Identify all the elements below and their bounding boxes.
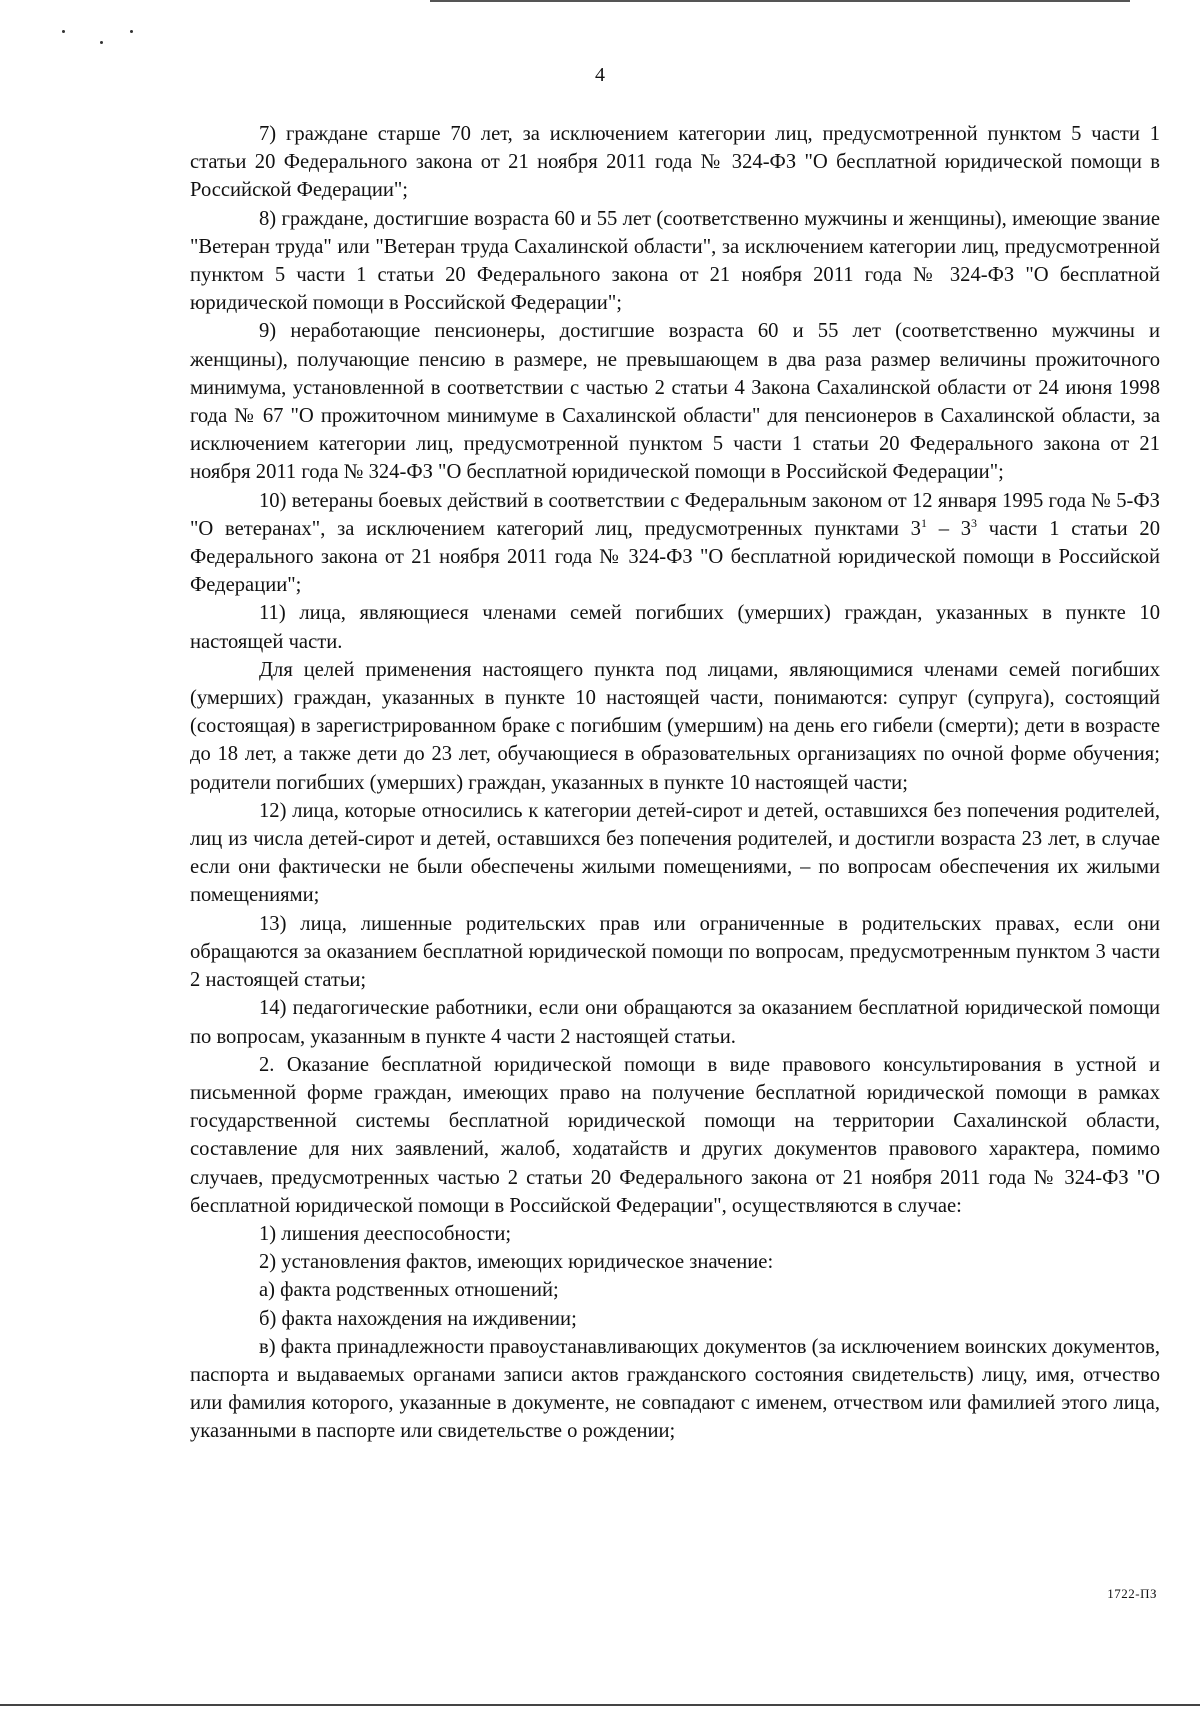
page-number: 4 [595,64,605,86]
superscript: 3 [971,515,978,530]
list-item: 9) неработающие пенсионеры, достигшие возраста 60 и 55 лет (соответственно мужчины и женщины), получающие пенсию в размере, не превышающем в два раза размер величины прожиточного минимума, установленной в соответствии с частью 2 статьи 4 Закона Сахалинской области от 24 июня 1998 года № 67 "О прожиточном минимуме в Сахалинской области" для пенсионеров в Сахалинской области, за исключением категории лиц, предусмотренной пунктом 5 части 1 статьи 20 Федерального закона от 21 ноября 2011 года № 324-ФЗ "О бесплатной юридической помощи в Российской Федерации"; [190,320,1160,484]
scan-speck [100,41,103,44]
list-item: 14) педагогические работники, если они обращаются за оказанием бесплатной юридической помощи по вопросам, указанным в пункте 4 части 2 настоящей статьи. [190,997,1160,1048]
document-code: 1722-ПЗ [1107,1586,1157,1601]
list-item: а) факта родственных отношений; [259,1279,559,1302]
list-item [190,487,1160,600]
list-item: 2) установления фактов, имеющих юридическое значение: [259,1251,774,1274]
list-item: 7) граждане старше 70 лет, за исключением категории лиц, предусмотренной пунктом 5 части 1 статьи 20 Федерального закона от 21 ноября 2011 года № 324-ФЗ "О бесплатной юридической помощи в Российской Федерации"; [190,123,1160,202]
list-item-text: 10) ветераны боевых действий в соответствии с Федеральным законом от 12 января 1995 года № 5-ФЗ "О ветеранах", за исключением категорий лиц, предусмотренных пунктами 3 [190,489,1160,540]
list-item: 13) лица, лишенные родительских прав или ограниченные в родительских правах, если они обращаются за оказанием бесплатной юридической помощи по вопросам, предусмотренным пунктом 3 части 2 настоящей статьи; [190,912,1160,992]
scan-border-top [430,0,1130,2]
superscript: 1 [920,515,927,530]
list-item: в) факта принадлежности правоустанавливающих документов (за исключением воинских документов, паспорта и выдаваемых органами записи актов гражданского состояния свидетельств) лицу, имя, отчество или фамилия которого, указанные в документе, не совпадают с именем, отчеством или фамилией этого лица, указанными в паспорте или свидетельстве о рождении; [190,1335,1160,1443]
paragraph: 2. Оказание бесплатной юридической помощи в виде правового консультирования в устной и письменной форме граждан, имеющих право на получение бесплатной юридической помощи в рамках государственной системы бесплатной юридической помощи на территории Сахалинской области, составление для них заявлений, жалоб, ходатайств и других документов правового характера, помимо случаев, предусмотренных частью 2 статьи 20 Федерального закона от 21 ноября 2011 года № 324-ФЗ "О бесплатной юридической помощи в Российской Федерации", осуществляются в случае: [190,1053,1160,1217]
list-item: б) факта нахождения на иждивении; [259,1307,577,1330]
list-item-text: части 1 статьи 20 Федерального закона от 21 ноября 2011 года № 324-ФЗ "О бесплатной юридической помощи в Российской Федерации"; [190,517,1160,597]
list-item-text: – 3 [926,517,972,540]
list-item: 8) граждане, достигшие возраста 60 и 55 лет (соответственно мужчины и женщины), имеющие звание "Ветеран труда" или "Ветеран труда Сахалинской области", за исключением категории лиц, предусмотренной пунктом 5 части 1 статьи 20 Федерального закона от 21 ноября 2011 года № 324-ФЗ "О бесплатной юридической помощи в Российской Федерации"; [190,207,1160,315]
document-body [190,120,1160,1446]
scan-speck [130,30,133,33]
scan-border-bottom [0,1704,1200,1706]
paragraph: Для целей применения настоящего пункта под лицами, являющимися членами семей погибших (умерших) граждан, указанных в пункте 10 настоящей части, понимаются: супруг (супруга), состоящий (состоящая) в зарегистрированном браке с погибшим (умершим) на день его гибели (смерти); дети в возрасте до 18 лет, а также дети до 23 лет, обучающиеся в образовательных организациях по очной форме обучения; родители погибших (умерших) граждан, указанных в пункте 10 настоящей части; [190,658,1160,794]
list-item: 11) лица, являющиеся членами семей погибших (умерших) граждан, указанных в пункте 10 настоящей части. [190,602,1160,653]
list-item: 1) лишения дееспособности; [259,1222,512,1245]
scan-speck [62,30,65,33]
list-item: 12) лица, которые относились к категории детей-сирот и детей, оставшихся без попечения родителей, лиц из числа детей-сирот и детей, оставшихся без попечения родителей, и достигли возраста 23 лет, в случае если они фактически не были обеспечены жилыми помещениями, – по вопросам обеспечения их жилыми помещениями; [190,799,1160,907]
